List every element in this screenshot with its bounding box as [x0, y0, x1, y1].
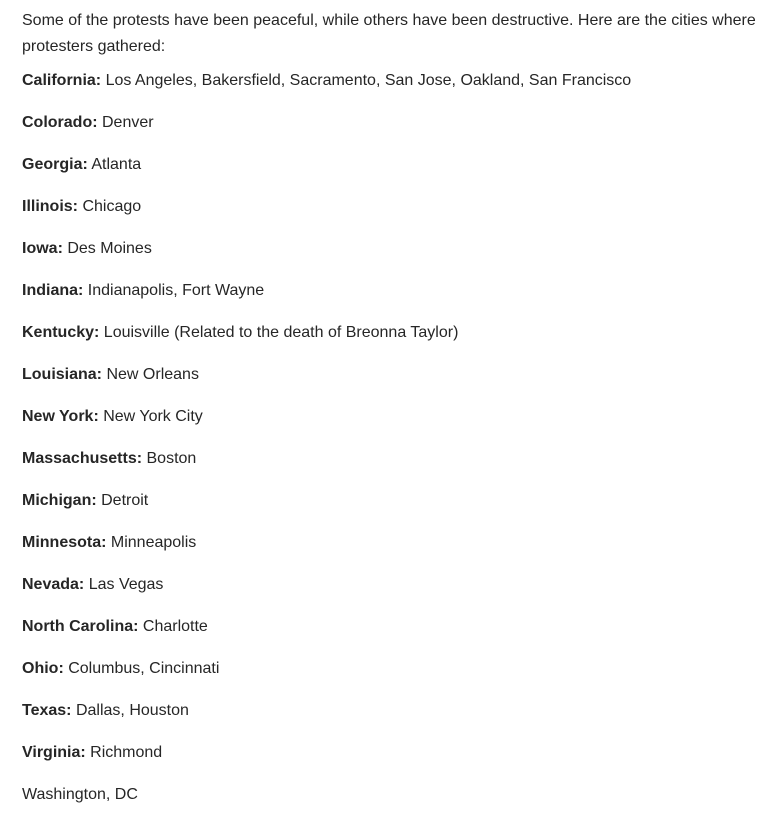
list-item	[22, 449, 762, 491]
state-label: Ohio:	[22, 660, 64, 677]
city-list	[22, 71, 762, 827]
city-names: Washington, DC	[22, 786, 138, 803]
city-names: Indianapolis, Fort Wayne	[83, 282, 265, 299]
state-label: Minnesota:	[22, 534, 107, 551]
list-item	[22, 197, 762, 239]
city-names: Charlotte	[138, 618, 208, 635]
city-names: New York City	[98, 408, 203, 425]
list-item	[22, 659, 762, 701]
list-item	[22, 617, 762, 659]
state-label: Virginia:	[22, 744, 86, 761]
list-item	[22, 239, 762, 281]
state-label: Michigan:	[22, 492, 97, 509]
list-item	[22, 407, 762, 449]
city-names: Minneapolis	[106, 534, 197, 551]
list-item	[22, 281, 762, 323]
list-item	[22, 785, 762, 827]
list-item	[22, 323, 762, 365]
state-label: Iowa:	[22, 240, 63, 257]
city-names: Denver	[97, 114, 154, 131]
city-names: Los Angeles, Bakersfield, Sacramento, San Jose, Oakland, San Francisco	[101, 72, 632, 89]
city-names: Dallas, Houston	[71, 702, 189, 719]
list-item	[22, 155, 762, 197]
list-item	[22, 491, 762, 533]
state-label: Nevada:	[22, 576, 85, 593]
list-item	[22, 365, 762, 407]
list-item	[22, 575, 762, 617]
list-item	[22, 701, 762, 743]
city-names: Richmond	[85, 744, 163, 761]
list-item	[22, 533, 762, 575]
city-names: Las Vegas	[84, 576, 164, 593]
city-names: New Orleans	[102, 366, 199, 383]
city-names: Chicago	[78, 198, 142, 215]
city-names: Atlanta	[87, 156, 142, 173]
list-item	[22, 743, 762, 785]
city-names: Columbus, Cincinnati	[63, 660, 220, 677]
list-item	[22, 113, 762, 155]
list-item	[22, 71, 762, 113]
state-label: Indiana:	[22, 282, 84, 299]
city-names: Boston	[142, 450, 197, 467]
city-names: Des Moines	[62, 240, 152, 257]
state-label: Colorado:	[22, 114, 98, 131]
state-label: Texas:	[22, 702, 72, 719]
city-names: Detroit	[96, 492, 149, 509]
state-label: California:	[22, 72, 102, 89]
state-label: Georgia:	[22, 156, 88, 173]
state-label: North Carolina:	[22, 618, 139, 635]
state-label: Louisiana:	[22, 366, 103, 383]
state-label: Illinois:	[22, 198, 78, 215]
state-label: New York:	[22, 408, 99, 425]
intro-paragraph: Some of the protests have been peaceful, while others have been destructive. Here are the cities where protesters gathered:	[22, 12, 756, 55]
city-names: Louisville (Related to the death of Breonna Taylor)	[99, 324, 459, 341]
state-label: Massachusetts:	[22, 450, 143, 467]
state-label: Kentucky:	[22, 324, 100, 341]
